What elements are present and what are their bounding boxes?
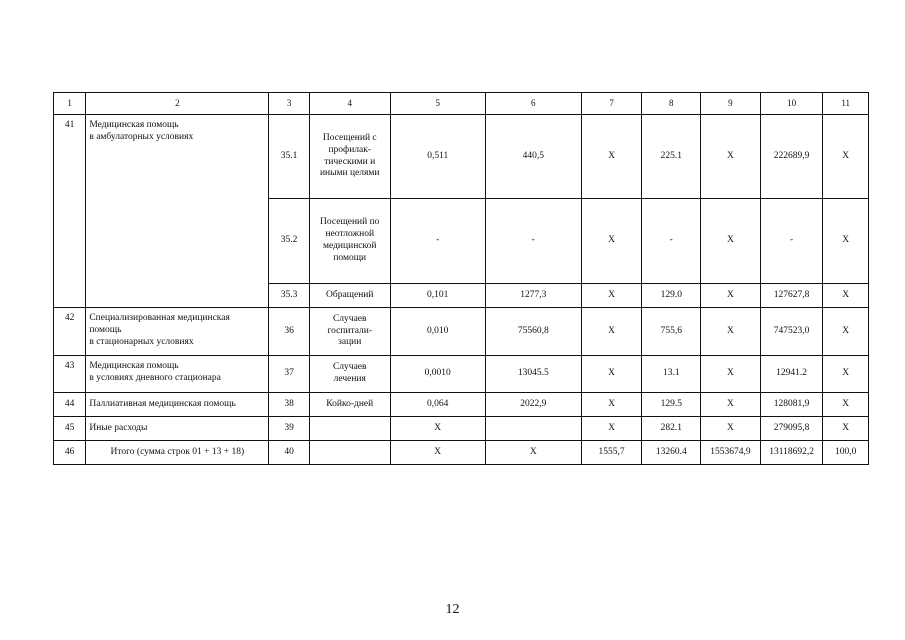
header-cell: 11 bbox=[823, 93, 869, 115]
value-cell: 13.1 bbox=[642, 356, 701, 393]
value-cell: X bbox=[823, 115, 869, 199]
header-cell: 6 bbox=[485, 93, 581, 115]
row-number: 44 bbox=[54, 393, 86, 417]
value-cell: X bbox=[823, 356, 869, 393]
header-cell: 4 bbox=[309, 93, 390, 115]
value-cell: - bbox=[485, 199, 581, 284]
value-cell: 12941.2 bbox=[760, 356, 823, 393]
unit-line: тическими и bbox=[324, 156, 376, 167]
unit-line: Посещений по bbox=[320, 217, 380, 228]
value-cell: 2022,9 bbox=[485, 393, 581, 417]
value-cell: X bbox=[581, 356, 642, 393]
unit-line: Случаев bbox=[332, 313, 367, 324]
value-cell: 0,101 bbox=[390, 284, 485, 308]
value-cell: X bbox=[823, 417, 869, 441]
row-name-line: помощь bbox=[89, 324, 122, 335]
row-code: 35.1 bbox=[269, 115, 309, 199]
value-cell: 75560,8 bbox=[485, 308, 581, 356]
value-cell: 0,0010 bbox=[390, 356, 485, 393]
unit-cell: Обращений bbox=[309, 284, 390, 308]
value-cell: 0,010 bbox=[390, 308, 485, 356]
header-row bbox=[54, 93, 869, 115]
value-cell: 282.1 bbox=[642, 417, 701, 441]
unit-line: иными целями bbox=[319, 168, 380, 179]
value-cell: X bbox=[701, 417, 761, 441]
value-cell: 13260.4 bbox=[642, 441, 701, 465]
row-code: 37 bbox=[269, 356, 309, 393]
value-cell: X bbox=[701, 393, 761, 417]
table-row bbox=[54, 356, 869, 393]
value-cell: X bbox=[701, 308, 761, 356]
unit-line: неотложной bbox=[325, 229, 375, 240]
unit-line: Посещений с bbox=[322, 132, 377, 143]
unit-line: госпитали- bbox=[327, 325, 373, 336]
row-number: 46 bbox=[54, 441, 86, 465]
value-cell: 0,064 bbox=[390, 393, 485, 417]
value-cell: 1277,3 bbox=[485, 284, 581, 308]
value-cell: 225.1 bbox=[642, 115, 701, 199]
row-name: Паллиативная медицинская помощь bbox=[86, 393, 269, 417]
value-cell: 440,5 bbox=[485, 115, 581, 199]
row-name: Иные расходы bbox=[86, 417, 269, 441]
value-cell: 0,511 bbox=[390, 115, 485, 199]
value-cell: 755,6 bbox=[642, 308, 701, 356]
value-cell: 222689,9 bbox=[760, 115, 823, 199]
row-name-line: Медицинская помощь bbox=[89, 361, 179, 371]
value-cell: - bbox=[390, 199, 485, 284]
unit-cell bbox=[309, 199, 390, 284]
header-cell: 8 bbox=[642, 93, 701, 115]
table-row bbox=[54, 308, 869, 356]
value-cell: X bbox=[701, 284, 761, 308]
value-cell: X bbox=[823, 284, 869, 308]
row-name-line: в условиях дневного стационара bbox=[89, 372, 221, 383]
header-cell: 5 bbox=[390, 93, 485, 115]
table-row bbox=[54, 417, 869, 441]
row-name-line: Специализированная медицинская bbox=[89, 313, 230, 323]
unit-line: зации bbox=[338, 337, 362, 348]
value-cell: X bbox=[581, 199, 642, 284]
financing-table bbox=[53, 92, 869, 465]
header-cell: 2 bbox=[86, 93, 269, 115]
row-code: 38 bbox=[269, 393, 309, 417]
value-cell: 279095,8 bbox=[760, 417, 823, 441]
value-cell: 129.0 bbox=[642, 284, 701, 308]
row-name-line: Медицинская помощь bbox=[89, 120, 179, 130]
value-cell: 1553674,9 bbox=[701, 441, 761, 465]
row-name: Итого (сумма строк 01 + 13 + 18) bbox=[86, 441, 269, 465]
value-cell: X bbox=[485, 441, 581, 465]
value-cell: - bbox=[642, 199, 701, 284]
value-cell: - bbox=[760, 199, 823, 284]
header-cell: 9 bbox=[701, 93, 761, 115]
row-code: 40 bbox=[269, 441, 309, 465]
value-cell: 127627,8 bbox=[760, 284, 823, 308]
value-cell: 129.5 bbox=[642, 393, 701, 417]
value-cell: 13118692,2 bbox=[760, 441, 823, 465]
row-code: 39 bbox=[269, 417, 309, 441]
unit-cell bbox=[309, 308, 390, 356]
header-cell: 3 bbox=[269, 93, 309, 115]
value-cell: X bbox=[581, 308, 642, 356]
value-cell: 747523,0 bbox=[760, 308, 823, 356]
table-row bbox=[54, 115, 869, 199]
value-cell: X bbox=[823, 308, 869, 356]
unit-cell: Койко-дней bbox=[309, 393, 390, 417]
row-number: 45 bbox=[54, 417, 86, 441]
value-cell: X bbox=[581, 417, 642, 441]
value-cell: 100,0 bbox=[823, 441, 869, 465]
row-name-line: в амбулаторных условиях bbox=[89, 131, 194, 142]
unit-line: медицинской bbox=[323, 241, 377, 251]
row-number: 43 bbox=[54, 356, 86, 393]
value-cell: X bbox=[390, 441, 485, 465]
row-code: 35.3 bbox=[269, 284, 309, 308]
unit-line: помощи bbox=[333, 252, 367, 263]
value-cell: X bbox=[581, 393, 642, 417]
unit-cell bbox=[309, 356, 390, 393]
unit-cell bbox=[309, 441, 390, 465]
row-code: 36 bbox=[269, 308, 309, 356]
value-cell: X bbox=[390, 417, 485, 441]
row-name bbox=[86, 356, 269, 393]
value-cell: X bbox=[581, 115, 642, 199]
table-row bbox=[54, 393, 869, 417]
row-number: 41 bbox=[54, 115, 86, 308]
row-code: 35.2 bbox=[269, 199, 309, 284]
row-name bbox=[86, 115, 269, 308]
page-number: 12 bbox=[445, 602, 460, 617]
row-name bbox=[86, 308, 269, 356]
unit-cell bbox=[309, 417, 390, 441]
value-cell: X bbox=[701, 356, 761, 393]
row-name-line: в стационарных условиях bbox=[89, 336, 194, 347]
unit-cell bbox=[309, 115, 390, 199]
value-cell: X bbox=[701, 199, 761, 284]
row-number: 42 bbox=[54, 308, 86, 356]
header-cell: 7 bbox=[581, 93, 642, 115]
value-cell: 13045.5 bbox=[485, 356, 581, 393]
unit-line: профилак- bbox=[328, 144, 372, 155]
unit-line: Случаев bbox=[332, 362, 367, 373]
table-row bbox=[54, 441, 869, 465]
value-cell: X bbox=[823, 393, 869, 417]
value-cell: X bbox=[581, 284, 642, 308]
value-cell: X bbox=[701, 115, 761, 199]
unit-line: лечения bbox=[333, 374, 366, 384]
value-cell bbox=[485, 417, 581, 441]
value-cell: X bbox=[823, 199, 869, 284]
value-cell: 128081,9 bbox=[760, 393, 823, 417]
header-cell: 10 bbox=[760, 93, 823, 115]
header-cell: 1 bbox=[54, 93, 86, 115]
value-cell: 1555,7 bbox=[581, 441, 642, 465]
